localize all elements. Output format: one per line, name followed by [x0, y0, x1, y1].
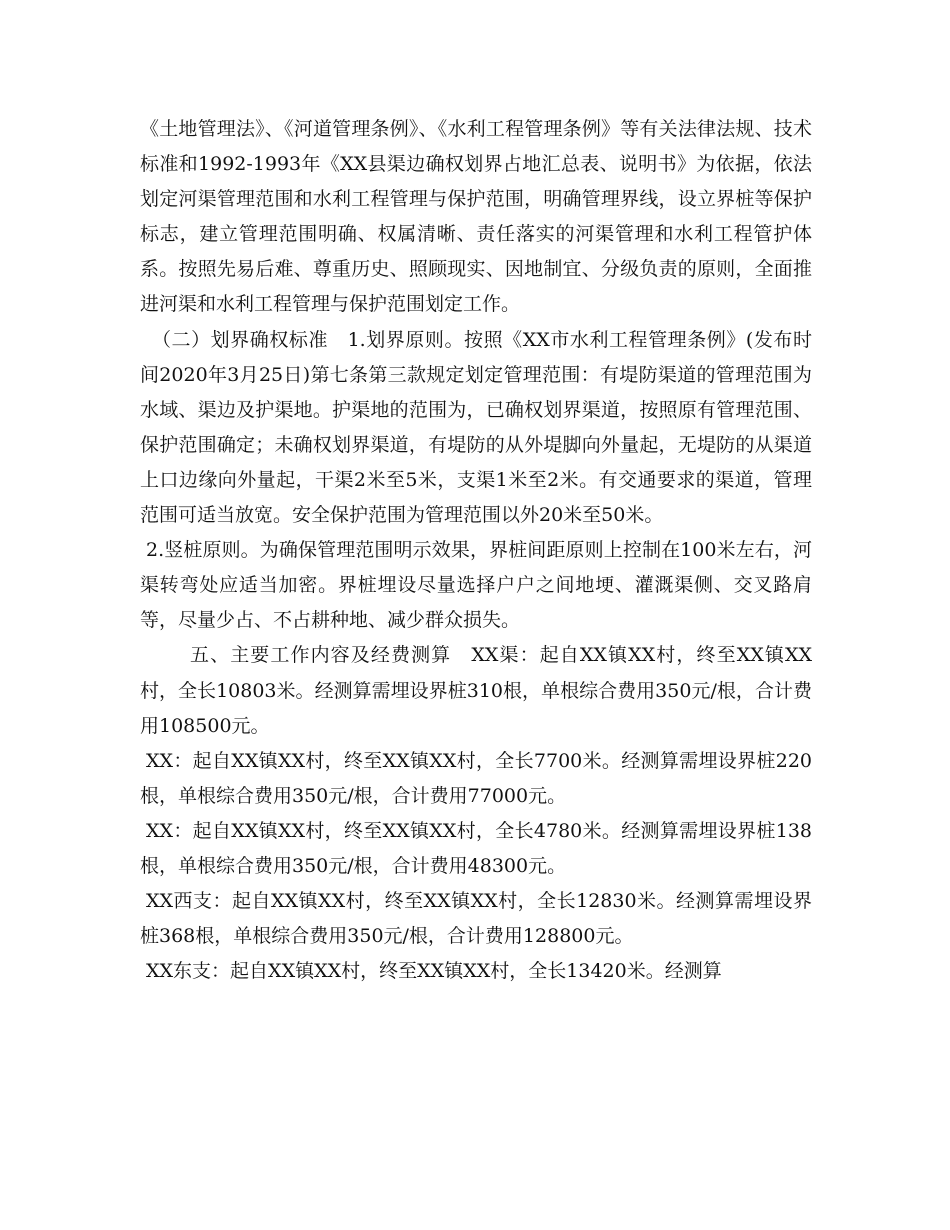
document-body — [140, 112, 812, 989]
paragraph-work-content: 五、主要工作内容及经费测算 XX渠：起自XX镇XX村，终至XX镇XX村，全长10803米。经测算需埋设界桩310根，单根综合费用350元/根，合计费用108500元。 — [140, 644, 812, 737]
paragraph-demarcation-standard: （二）划界确权标准 1.划界原则。按照《XX市水利工程管理条例》(发布时间2020年3月25日)第七条第三款规定划定管理范围：有堤防渠道的管理范围为水域、渠边及护渠地。护渠地的范围为，已确权划界渠道，按照原有管理范围、保护范围确定；未确权划界渠道，有堤防的从外堤脚向外量起，无堤防的从渠道上口边缘向外量起，干渠2米至5米，支渠1米至2米。有交通要求的渠道，管理范围可适当放宽。安全保护范围为管理范围以外20米至50米。 — [140, 328, 812, 527]
paragraph-canal-item-east-branch: XX东支：起自XX镇XX村，终至XX镇XX村，全长13420米。经测算 — [146, 960, 722, 983]
paragraph-pile-principle: 2.竖桩原则。为确保管理范围明示效果，界桩间距原则上控制在100米左右，河渠转弯处应适当加密。界桩埋设尽量选择户户之间地埂、灌溉渠侧、交叉路肩等，尽量少占、不占耕种地、减少群众损失。 — [140, 539, 812, 632]
paragraph-legal-basis: 《土地管理法》、《河道管理条例》、《水利工程管理条例》等有关法律法规、技术标准和1992-1993年《XX县渠边确权划界占地汇总表、说明书》为依据，依法划定河渠管理范围和水利工程管理与保护范围，明确管理界线，设立界桩等保护标志，建立管理范围明确、权属清晰、责任落实的河渠管理和水利工程管护体系。按照先易后难、尊重历史、照顾现实、因地制宜、分级负责的原则，全面推进河渠和水利工程管理与保护范围划定工作。 — [140, 118, 812, 316]
paragraph-canal-item: XX：起自XX镇XX村，终至XX镇XX村，全长7700米。经测算需埋设界桩220根，单根综合费用350元/根，合计费用77000元。 — [140, 749, 812, 807]
paragraph-canal-item: XX：起自XX镇XX村，终至XX镇XX村，全长4780米。经测算需埋设界桩138根，单根综合费用350元/根，合计费用48300元。 — [140, 819, 812, 877]
paragraph-canal-item-west-branch: XX西支：起自XX镇XX村，终至XX镇XX村，全长12830米。经测算需埋设界桩368根，单根综合费用350元/根，合计费用128800元。 — [140, 890, 812, 948]
